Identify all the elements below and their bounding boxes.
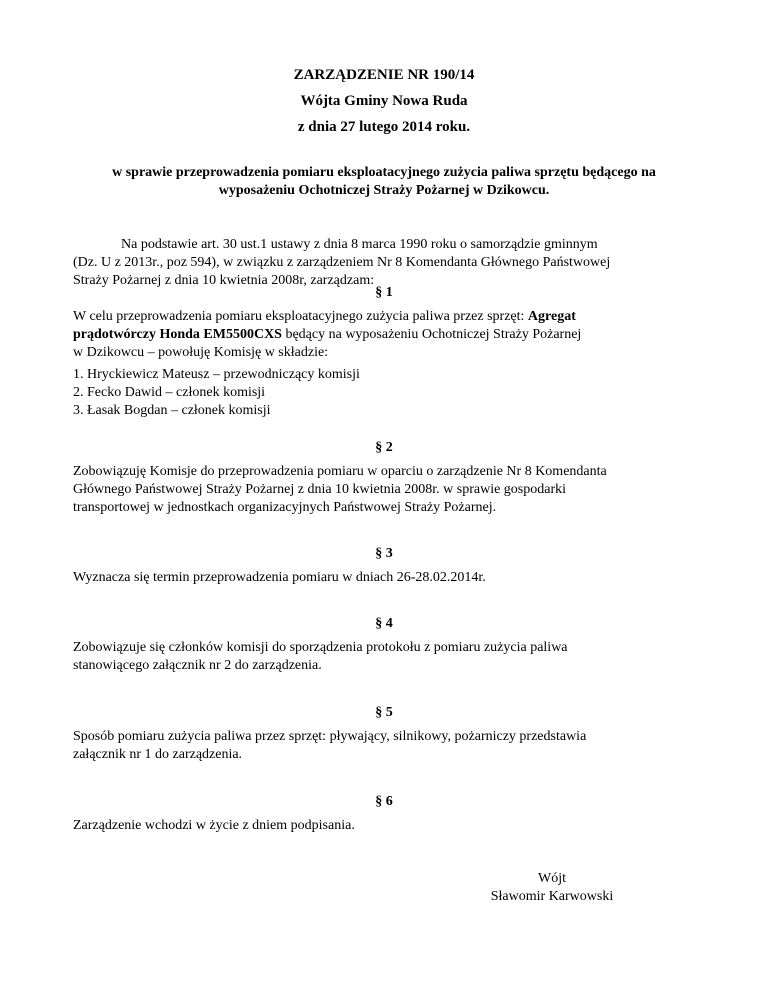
section-line: Zobowiązuje się członków komisji do sporządzenia protokołu z pomiaru zużycia paliwa (73, 640, 568, 655)
section-6-text (73, 817, 703, 835)
section-line: Zarządzenie wchodzi w życie z dniem podpisania. (73, 818, 355, 833)
intro-paragraph (73, 236, 703, 290)
commission-members-list (73, 366, 703, 420)
subject-line: wyposażeniu Ochotniczej Straży Pożarnej w Dzikowcu. (218, 183, 550, 198)
intro-line: (Dz. U z 2013r., poz 594), w związku z zarządzeniem Nr 8 Komendanta Głównego Państwowej (73, 255, 611, 270)
section-4-heading: § 4 (375, 616, 393, 631)
section-line: stanowiącego załącznik nr 2 do zarządzenia. (73, 658, 322, 673)
section-1-text (73, 308, 703, 362)
signature-role: Wójt (538, 871, 566, 886)
section-line: załącznik nr 1 do zarządzenia. (73, 747, 243, 762)
intro-line: Straży Pożarnej z dnia 10 kwietnia 2008r, zarządzam: (73, 273, 375, 288)
signature-name: Sławomir Karwowski (490, 889, 614, 904)
section-line (73, 326, 703, 344)
section-1-heading: § 1 (375, 285, 393, 300)
document-date: z dnia 27 lutego 2014 roku. (297, 119, 471, 135)
section-line: Zobowiązuję Komisje do przeprowadzenia pomiaru w oparciu o zarządzenie Nr 8 Komendanta (73, 464, 607, 479)
document-issuer: Wójta Gminy Nowa Ruda (300, 93, 468, 109)
document-subject (80, 164, 688, 200)
subject-line: w sprawie przeprowadzenia pomiaru eksploatacyjnego zużycia paliwa sprzętu będącego na (112, 165, 656, 180)
section-4-text (73, 639, 703, 675)
section-3-heading: § 3 (375, 546, 393, 561)
section-5-heading: § 5 (375, 705, 393, 720)
section-line: transportowej w jednostkach organizacyjnych Państwowej Straży Pożarnej. (73, 500, 497, 515)
section-6-heading: § 6 (375, 794, 393, 809)
intro-line: Na podstawie art. 30 ust.1 ustawy z dnia 8 marca 1990 roku o samorządzie gminnym (121, 237, 598, 252)
section-line: w Dzikowcu – powołuję Komisję w składzie: (73, 345, 329, 360)
document-title: ZARZĄDZENIE NR 190/14 (293, 67, 475, 83)
section-line: Sposób pomiaru zużycia paliwa przez sprzęt: pływający, silnikowy, pożarniczy przedstawia (73, 729, 587, 744)
section-line-part: będący na wyposażeniu Ochotniczej Straży Pożarnej (281, 327, 582, 342)
list-item: 1. Hryckiewicz Mateusz – przewodniczący komisji (73, 367, 360, 382)
equipment-name: prądotwórczy Honda EM5500CXS (73, 327, 282, 342)
section-line-part: W celu przeprowadzenia pomiaru eksploatacyjnego zużycia paliwa przez sprzęt: (73, 309, 528, 324)
section-3-text (73, 569, 703, 587)
list-item: 3. Łasak Bogdan – członek komisji (73, 403, 271, 418)
section-line: Głównego Państwowej Straży Pożarnej z dnia 10 kwietnia 2008r. w sprawie gospodarki (73, 482, 567, 497)
section-line (73, 308, 703, 326)
list-item: 2. Fecko Dawid – członek komisji (73, 385, 266, 400)
section-line: Wyznacza się termin przeprowadzenia pomiaru w dniach 26-28.02.2014r. (73, 570, 486, 585)
equipment-name: Agregat (527, 309, 576, 324)
section-2-text (73, 463, 703, 517)
section-2-heading: § 2 (375, 440, 393, 455)
section-5-text (73, 728, 703, 764)
